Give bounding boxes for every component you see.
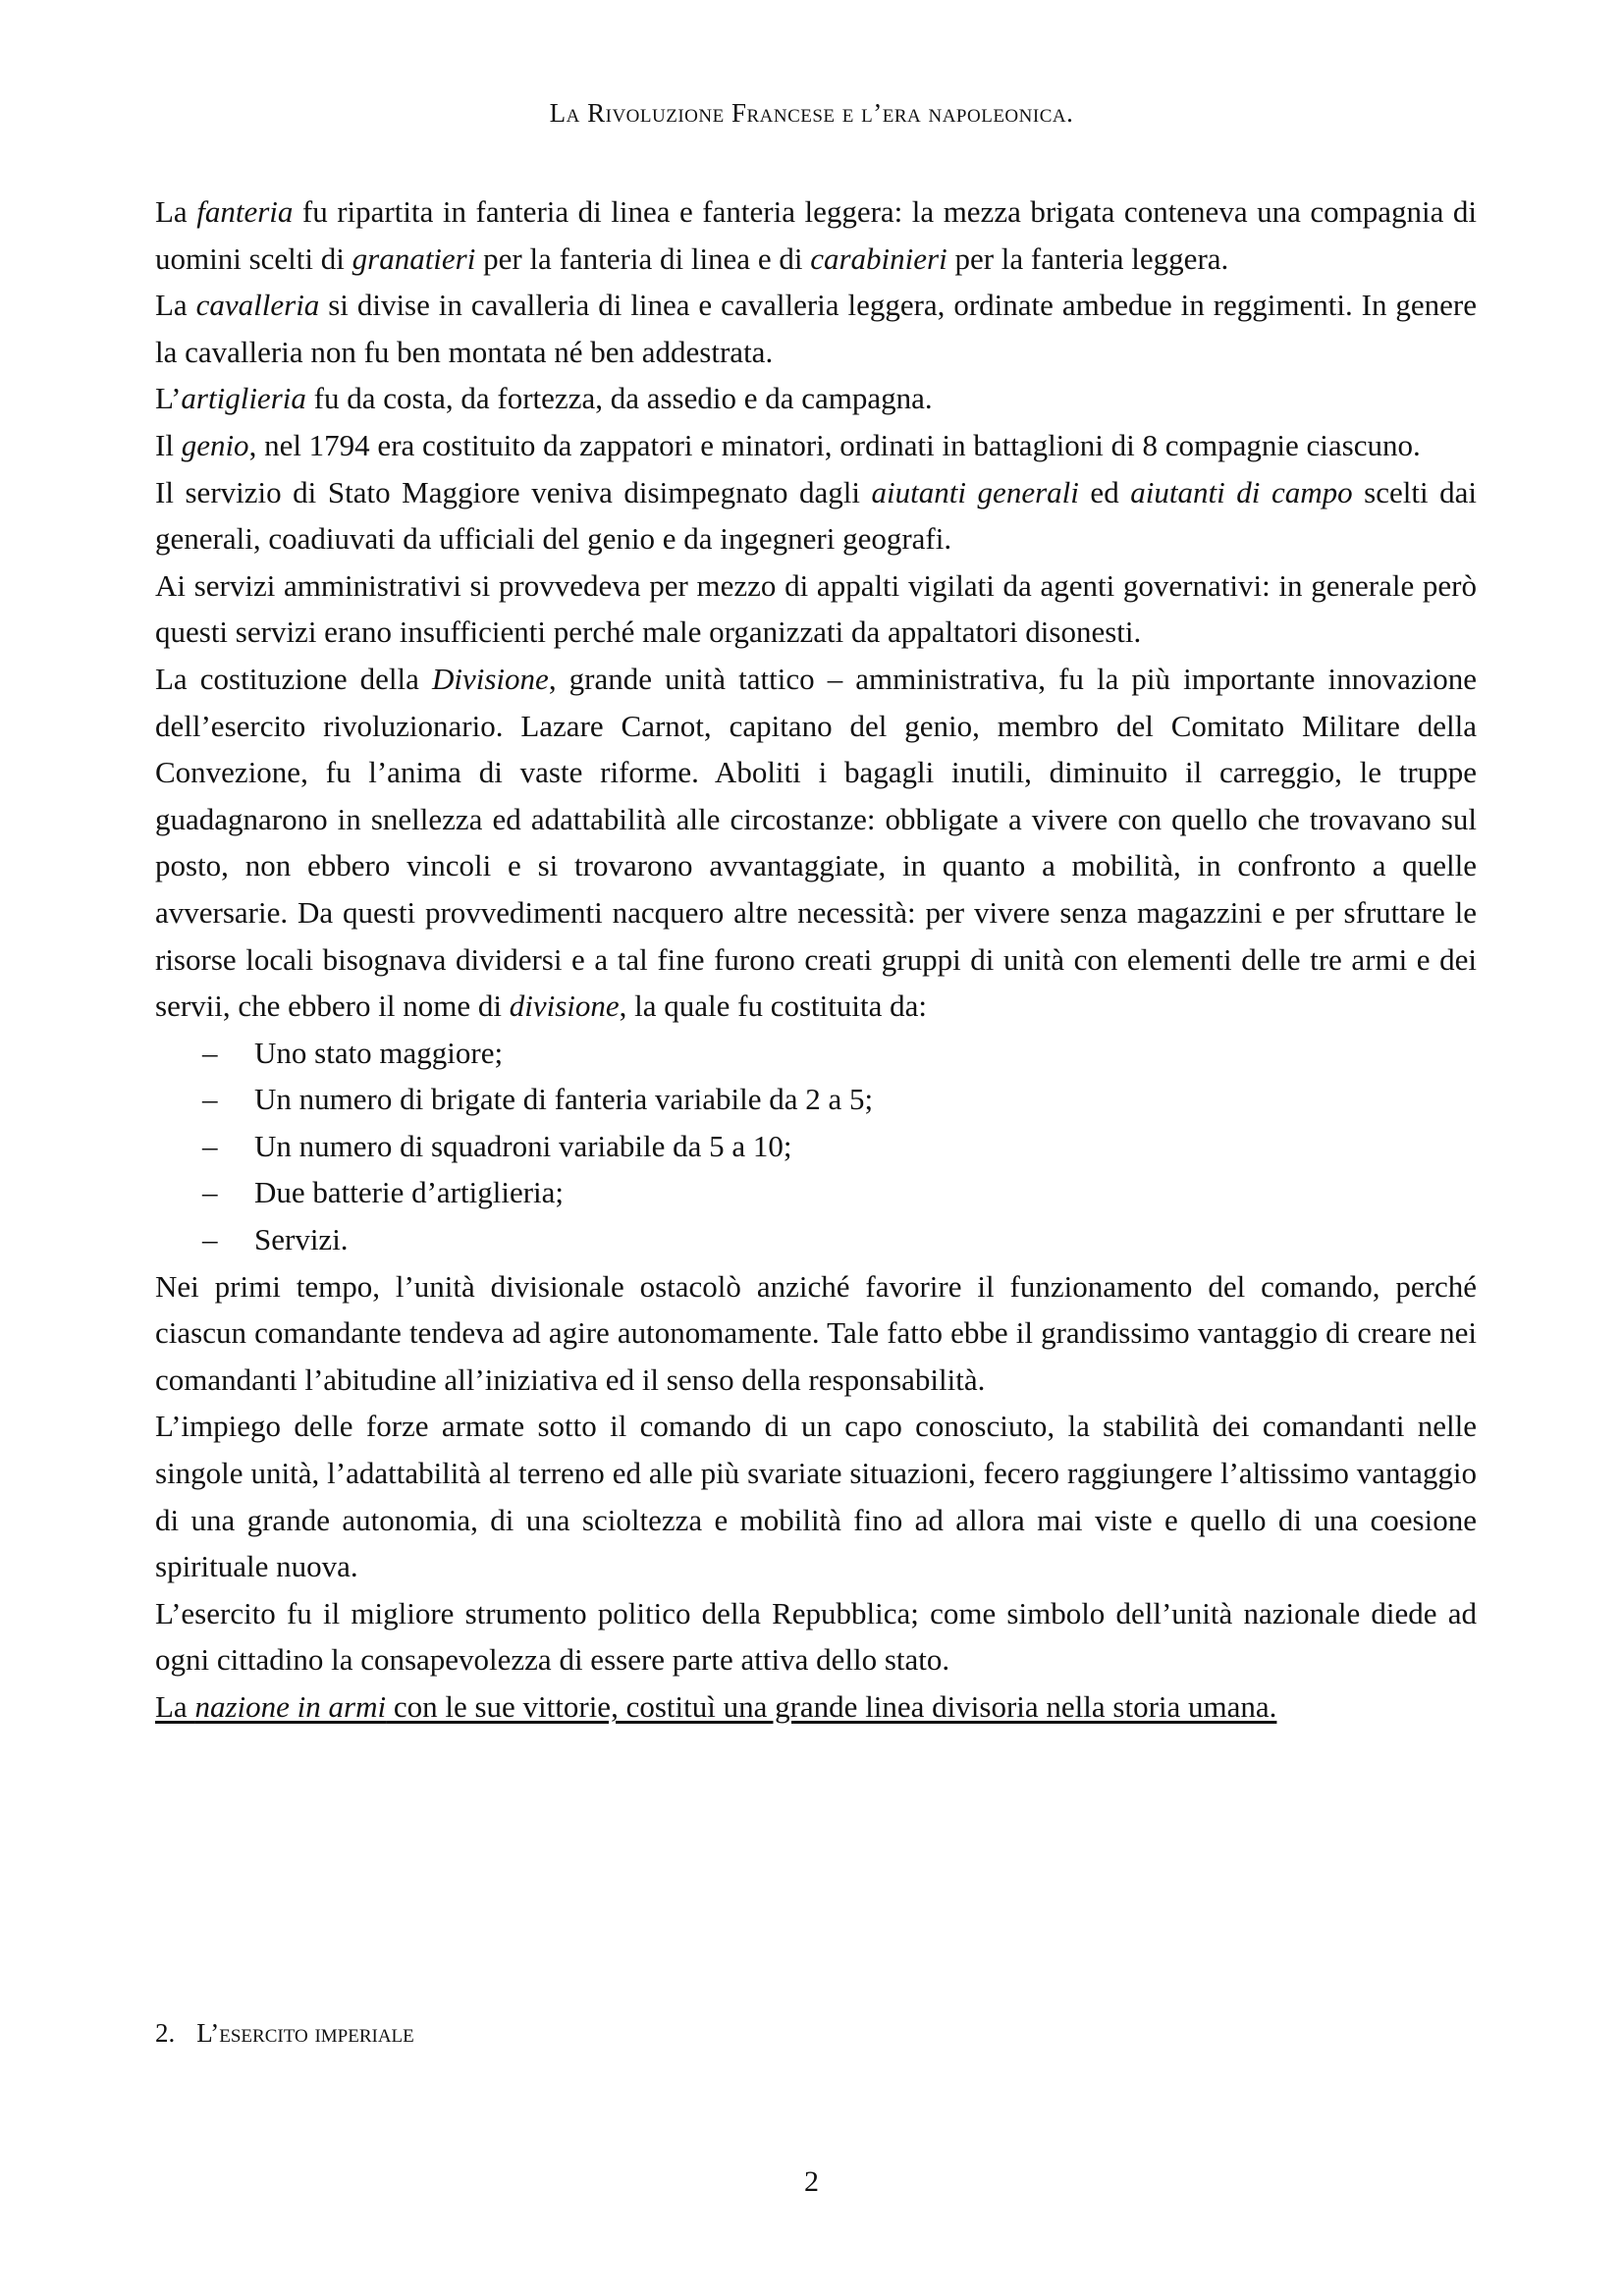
paragraph-nazione-in-armi [155, 1683, 1477, 1731]
text-run: , la quale fu costituita da: [619, 988, 927, 1024]
dash-marker: – [202, 1175, 218, 1210]
paragraph-cavalleria [155, 282, 1477, 375]
list-item [155, 1169, 1477, 1216]
text-run: La costituzione della [155, 661, 432, 696]
paragraph-stato-maggiore [155, 469, 1477, 562]
section-number: 2. [155, 2018, 176, 2048]
paragraph-unita-divisionale: Nei primi tempo, l’unità divisionale ostacolò anziché favorire il funzionamento del comando, perché ciascun comandante tendeva ad agire autonomamente. Tale fatto ebbe il grandissimo vantaggio di creare nei comandanti l’abitudine all’iniziativa ed il senso della responsabilità. [155, 1268, 1477, 1397]
list-item [155, 1123, 1477, 1170]
text-run: , grande unità tattico – amministrativa, fu la più importante innovazione dell’esercito rivoluzionario. Lazare Carnot, capitano del genio, membro del Comitato Militare della Convezione, fu l’anima di vaste riforme. Aboliti i bagagli inutili, diminuito il carreggio, le truppe guadagnarono in snellezza ed adattabilità alle circostanze: obbligate a vivere con quello che trovavano sul posto, non ebbero vincoli e si trovarono avvantaggiate, in quanto a mobilità, in confronto a quelle avversarie. Da questi provvedimenti nacquero altre necessità: per vivere senza magazzini e per sfruttare le risorse locali bisognava dividersi e a tal fine furono creati gruppi di unità con elementi delle tre armi e dei servii, che ebbero il nome di [155, 661, 1478, 1024]
paragraph-artiglieria [155, 375, 1477, 422]
division-composition-list [155, 1030, 1477, 1263]
paragraph-fanteria [155, 188, 1477, 282]
italic-term: genio [181, 427, 249, 462]
text-run: fu ripartita in fanteria di linea e fanteria leggera: la mezza brigata conteneva una compagnia di uomini scelti di [155, 194, 1477, 276]
running-header [0, 98, 1623, 129]
italic-term: fanteria [196, 194, 294, 229]
text-run: per la fanteria leggera. [947, 240, 1229, 276]
italic-term: Divisione [432, 661, 549, 696]
paragraph-strumento-politico: L’esercito fu il migliore strumento politico della Repubblica; come simbolo dell’unità nazionale diede ad ogni cittadino la consapevolezza di essere parte attiva dello stato. [155, 1595, 1477, 1678]
dash-marker: – [202, 1222, 218, 1257]
text-run: , nel 1794 era costituito da zappatori e minatori, ordinati in battaglioni di 8 compagnie ciascuno. [248, 427, 1421, 462]
document-body [155, 188, 1477, 1731]
text-run: con le sue vittorie, costituì una grande linea divisoria nella storia umana. [386, 1689, 1277, 1724]
list-item-text: Uno stato maggiore; [254, 1035, 504, 1070]
italic-term: nazione in armi [194, 1689, 387, 1724]
paragraph-genio [155, 422, 1477, 469]
text-run: fu da costa, da fortezza, da assedio e da campagna. [305, 381, 933, 416]
section-heading [155, 2018, 414, 2049]
list-item-text: Servizi. [254, 1222, 349, 1257]
italic-term: aiutanti di campo [1130, 474, 1353, 509]
italic-term: granatieri [352, 240, 476, 276]
text-run: Il servizio di Stato Maggiore veniva disimpegnato dagli [155, 474, 872, 509]
dash-marker: – [202, 1082, 218, 1117]
text-run: Il [155, 427, 182, 462]
italic-term: divisione [509, 988, 620, 1024]
page-number: 2 [804, 2165, 819, 2198]
list-item-text: Due batterie d’artiglieria; [254, 1175, 565, 1210]
list-item [155, 1030, 1477, 1077]
text-run: per la fanteria di linea e di [475, 240, 811, 276]
text-run: La [155, 1689, 195, 1724]
text-run: La [155, 194, 197, 229]
list-item-text: Un numero di brigate di fanteria variabile da 2 a 5; [254, 1082, 874, 1117]
text-run: ed [1078, 474, 1131, 509]
text-run: si divise in cavalleria di linea e cavalleria leggera, ordinate ambedue in reggimenti. In genere la cavalleria non fu ben montata né ben addestrata. [155, 288, 1477, 369]
running-header-title: La Rivoluzione Francese e l’era napoleonica. [549, 98, 1074, 128]
list-item-text: Un numero di squadroni variabile da 5 a 10; [254, 1128, 792, 1163]
section-title: L’esercito imperiale [196, 2018, 414, 2048]
dash-marker: – [202, 1035, 218, 1070]
paragraph-impiego-forze: L’impiego delle forze armate sotto il comando di un capo conosciuto, la stabilità dei comandanti nelle singole unità, l’adattabilità al terreno ed alle più svariate situazioni, fecero raggiungere l’altissimo vantaggio di una grande autonomia, di una scioltezza e mobilità fino ad allora mai viste e quello di una coesione spirituale nuova. [155, 1409, 1477, 1584]
list-item [155, 1216, 1477, 1263]
text-run: scelti dai generali, coadiuvati da ufficiali del genio e da ingegneri geografi. [155, 474, 1478, 557]
paragraph-servizi-amministrativi: Ai servizi amministrativi si provvedeva per mezzo di appalti vigilati da agenti governativi: in generale però questi servizi erano insufficienti perché male organizzati da appaltatori disonesti. [155, 567, 1477, 650]
text-run: La [155, 288, 196, 323]
italic-term: cavalleria [195, 288, 320, 323]
paragraph-divisione [155, 656, 1477, 1030]
text-run: L’ [155, 381, 182, 416]
list-item [155, 1076, 1477, 1123]
italic-term: carabinieri [810, 240, 947, 276]
italic-term: aiutanti generali [871, 474, 1079, 509]
dash-marker: – [202, 1128, 218, 1163]
italic-term: artiglieria [181, 381, 306, 416]
